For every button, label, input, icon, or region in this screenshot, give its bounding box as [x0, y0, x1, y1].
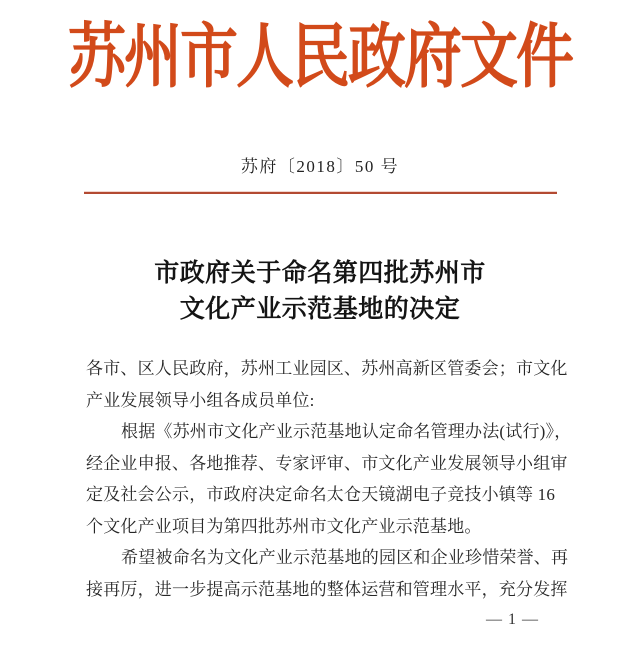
body-line: 希望被命名为文化产业示范基地的园区和企业珍惜荣誉、再 — [121, 548, 569, 567]
body-line: 个文化产业项目为第四批苏州市文化产业示范基地。 — [86, 516, 482, 536]
red-divider-rule — [84, 191, 557, 194]
body-line: 定及社会公示，市政府决定命名太仓天镜湖电子竞技小镇等 16 — [86, 485, 556, 504]
document-title-line-1: 市政府关于命名第四批苏州市 — [154, 260, 486, 287]
document-title — [0, 256, 640, 328]
body-line: 根据《苏州市文化产业示范基地认定命名管理办法(试行)》， — [121, 422, 572, 441]
document-body — [86, 353, 572, 605]
document-title-line-2: 文化产业示范基地的决定 — [179, 296, 461, 323]
document-reference-number: 苏府〔2018〕50 号 — [240, 157, 400, 176]
body-line: 接再厉，进一步提高示范基地的整体运营和管理水平，充分发挥 — [86, 579, 568, 599]
page-number: — 1 — — [486, 611, 539, 628]
body-line: 产业发展领导小组各成员单位: — [86, 390, 315, 410]
body-line: 经企业申报、各地推荐、专家评审、市文化产业发展领导小组审 — [86, 453, 568, 473]
body-line: 各市、区人民政府，苏州工业园区、苏州高新区管委会；市文化 — [86, 359, 568, 378]
agency-masthead: 苏州市人民政府文件 — [67, 18, 572, 96]
